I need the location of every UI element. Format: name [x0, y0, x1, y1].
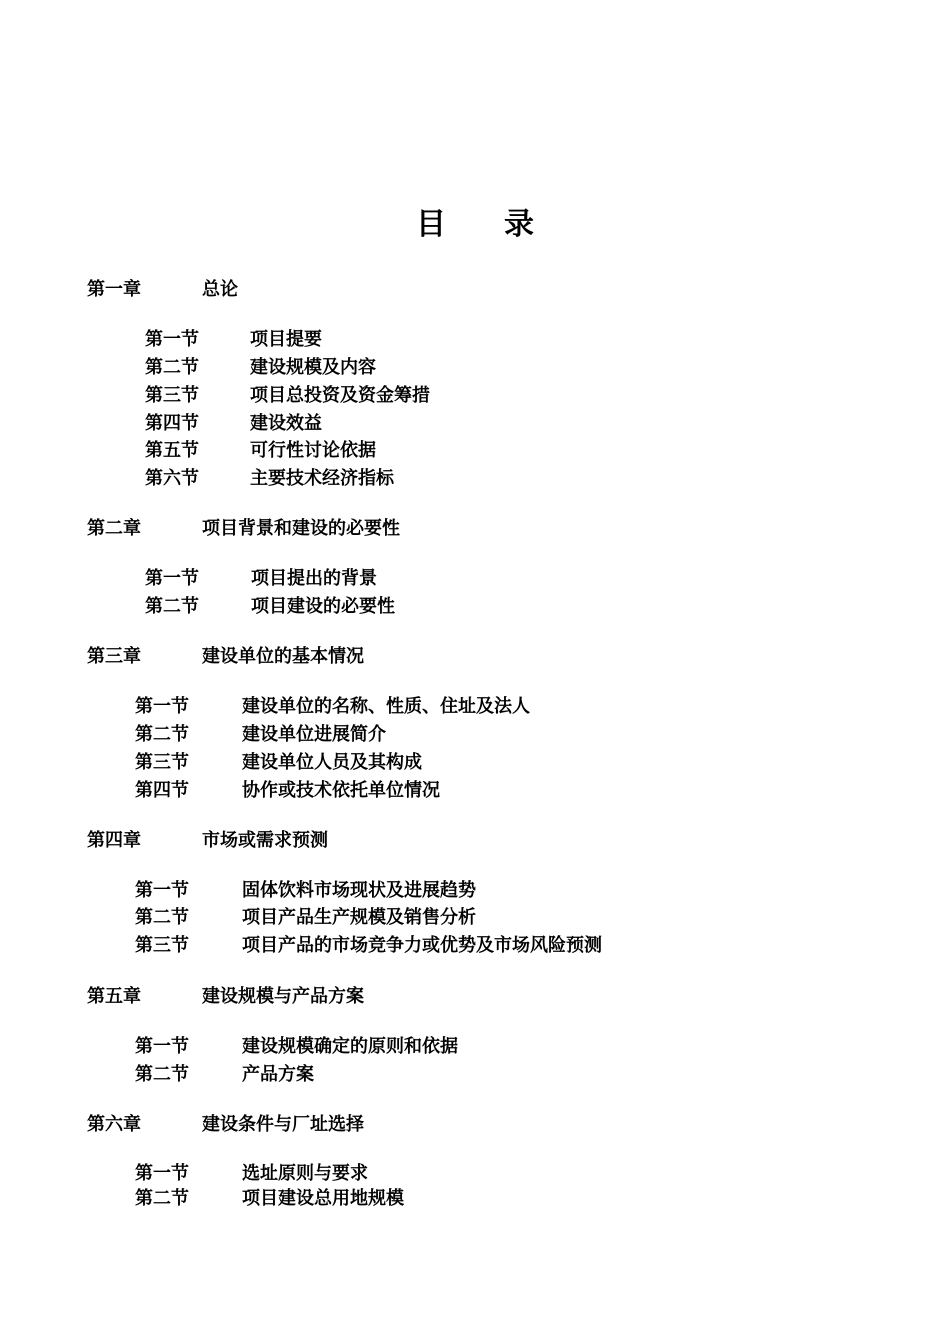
chapter-number: 第六章 — [87, 1114, 141, 1135]
chapter-label: 建设条件与厂址选择 — [202, 1114, 364, 1135]
section-label: 项目总投资及资金筹措 — [250, 385, 430, 406]
section-number: 第三节 — [145, 385, 199, 406]
section-label: 建设规模及内容 — [250, 357, 376, 378]
toc-title — [0, 205, 950, 245]
section-label: 建设规模确定的原则和依据 — [242, 1036, 458, 1057]
toc-title-char-2: 录 — [504, 207, 534, 242]
chapter-label: 项目背景和建设的必要性 — [202, 518, 400, 539]
section-number: 第三节 — [135, 935, 189, 956]
section-number: 第二节 — [135, 724, 189, 745]
section-number: 第二节 — [145, 596, 199, 617]
section-number: 第一节 — [135, 696, 189, 717]
section-number: 第二节 — [135, 907, 189, 928]
section-number: 第五节 — [145, 440, 199, 461]
chapter-label: 总论 — [202, 279, 238, 300]
section-label: 项目提出的背景 — [251, 568, 377, 589]
chapter-number: 第五章 — [87, 986, 141, 1007]
section-label: 主要技术经济指标 — [250, 468, 394, 489]
section-number: 第二节 — [135, 1188, 189, 1209]
section-label: 协作或技术依托单位情况 — [242, 780, 440, 801]
chapter-number: 第四章 — [87, 830, 141, 851]
section-number: 第一节 — [135, 880, 189, 901]
section-number: 第一节 — [145, 568, 199, 589]
section-number: 第一节 — [135, 1036, 189, 1057]
section-number: 第一节 — [135, 1163, 189, 1184]
section-number: 第二节 — [135, 1064, 189, 1085]
section-number: 第一节 — [145, 329, 199, 350]
section-number: 第二节 — [145, 357, 199, 378]
section-label: 项目建设的必要性 — [251, 596, 395, 617]
section-number: 第三节 — [135, 752, 189, 773]
section-label: 建设单位人员及其构成 — [242, 752, 422, 773]
chapter-label: 市场或需求预测 — [202, 830, 328, 851]
chapter-label: 建设单位的基本情况 — [202, 646, 364, 667]
section-label: 项目提要 — [250, 329, 322, 350]
chapter-number: 第三章 — [87, 646, 141, 667]
section-label: 选址原则与要求 — [242, 1163, 368, 1184]
section-label: 建设单位的名称、性质、住址及法人 — [242, 696, 530, 717]
section-label: 项目产品的市场竞争力或优势及市场风险预测 — [242, 935, 602, 956]
section-label: 可行性讨论依据 — [250, 440, 376, 461]
section-number: 第六节 — [145, 468, 199, 489]
section-label: 固体饮料市场现状及进展趋势 — [242, 880, 476, 901]
section-label: 建设效益 — [250, 413, 322, 434]
section-number: 第四节 — [145, 413, 199, 434]
section-label: 建设单位进展简介 — [242, 724, 386, 745]
toc-title-char-1: 目 — [416, 207, 446, 242]
section-label: 项目建设总用地规模 — [242, 1188, 404, 1209]
section-label: 项目产品生产规模及销售分析 — [242, 907, 476, 928]
chapter-number: 第一章 — [87, 279, 141, 300]
chapter-label: 建设规模与产品方案 — [202, 986, 364, 1007]
chapter-number: 第二章 — [87, 518, 141, 539]
section-label: 产品方案 — [242, 1064, 314, 1085]
section-number: 第四节 — [135, 780, 189, 801]
